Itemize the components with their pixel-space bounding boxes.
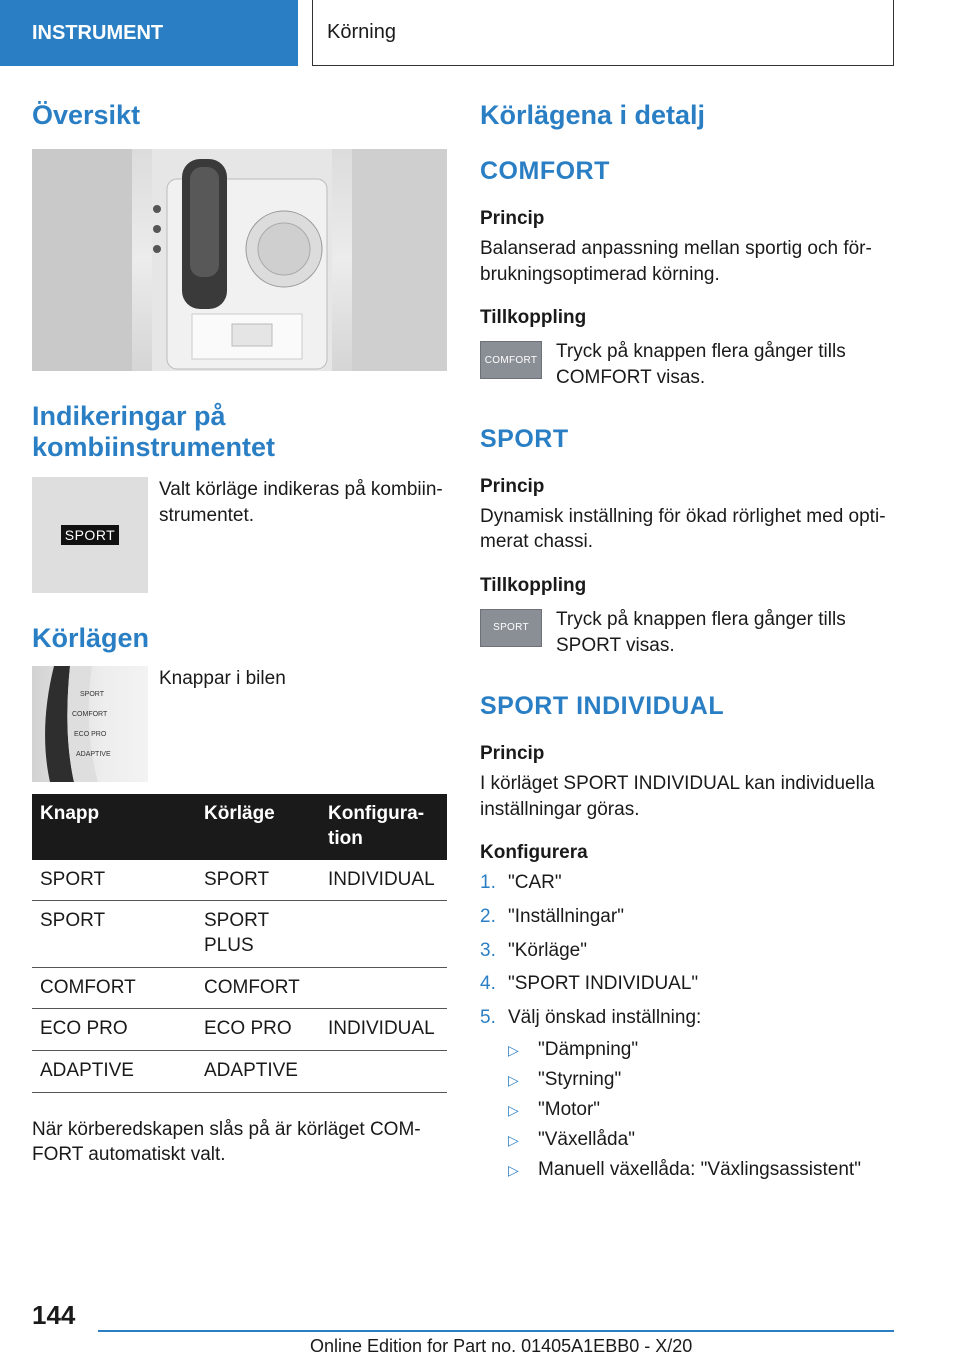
list-item: [480, 1129, 900, 1151]
table-cell: [320, 901, 447, 967]
list-item: [480, 938, 900, 964]
option-text: Manuell växellåda: "Växlingsassistent": [538, 1158, 861, 1180]
step-text: "SPORT INDIVIDUAL": [508, 973, 699, 995]
left-column: [32, 100, 447, 1168]
gear-console-image: [32, 149, 447, 371]
step-text: "CAR": [508, 872, 562, 894]
option-text: "Styrning": [538, 1068, 622, 1090]
table-row: [32, 1009, 447, 1051]
step-number: 5.: [480, 1007, 496, 1029]
section-label: INSTRUMENT: [32, 21, 164, 44]
triangle-bullet-icon: ▷: [508, 1101, 519, 1118]
modes-title: Körlägen: [32, 623, 150, 654]
table-cell: ECO PRO: [196, 1009, 320, 1051]
list-item: [480, 870, 900, 896]
individual-principle-text: I körläget SPORT INDIVIDUAL kan individuella inställningar göras.: [480, 773, 875, 820]
comfort-activation-label: Tillkoppling: [480, 307, 587, 329]
modes-table: [32, 794, 447, 1093]
triangle-bullet-icon: ▷: [508, 1161, 519, 1178]
option-text: "Motor": [538, 1098, 601, 1120]
table-cell: SPORT: [32, 860, 196, 901]
table-row: [32, 967, 447, 1009]
sport-button-image: [480, 609, 542, 647]
comfort-principle-text: Balanserad anpassning mellan sportig och förbrukningsoptimerad körning.: [480, 238, 872, 285]
comfort-button-label: COMFORT: [484, 354, 538, 366]
individual-heading: SPORT INDIVIDUAL: [480, 692, 725, 721]
mode-buttons-image: [32, 666, 148, 782]
configure-steps: [480, 870, 900, 1030]
triangle-bullet-icon: ▷: [508, 1041, 519, 1058]
list-item: [480, 1099, 900, 1121]
knob-label-comfort: COMFORT: [72, 711, 108, 719]
table-cell: COMFORT: [32, 967, 196, 1009]
indicator-text: Valt körläge indikeras på kombiinstrumentet.: [159, 479, 443, 526]
table-cell: INDIVIDUAL: [320, 1009, 447, 1051]
section-tab: [0, 0, 298, 66]
comfort-principle-label: Princip: [480, 208, 545, 230]
sport-activation-label: Tillkoppling: [480, 574, 587, 596]
comfort-heading: COMFORT: [480, 157, 610, 186]
individual-principle-label: Princip: [480, 743, 545, 765]
list-item: [480, 1039, 900, 1061]
list-item: [480, 904, 900, 930]
chapter-label: Körning: [327, 21, 396, 43]
overview-title: Översikt: [32, 100, 141, 130]
modes-text: Knappar i bilen: [159, 668, 286, 690]
table-cell: SPORT: [32, 901, 196, 967]
chapter-header: [312, 0, 894, 66]
triangle-bullet-icon: ▷: [508, 1071, 519, 1088]
knob-label-adaptive: ADAPTIVE: [76, 751, 111, 759]
table-cell: COMFORT: [196, 967, 320, 1009]
table-cell: INDIVIDUAL: [320, 860, 447, 901]
triangle-bullet-icon: ▷: [508, 1131, 519, 1148]
list-item: [480, 1005, 900, 1031]
table-row: [32, 901, 447, 967]
right-column: [480, 100, 900, 1189]
table-cell: ADAPTIVE: [32, 1051, 196, 1093]
option-text: "Dämpning": [538, 1038, 639, 1060]
gear-console-illustration: [32, 149, 447, 371]
table-header-mode: Körläge: [196, 794, 320, 859]
table-cell: [320, 1051, 447, 1093]
sport-button-label: SPORT: [493, 622, 529, 634]
footer-divider: [98, 1330, 894, 1332]
sport-activation-text: Tryck på knappen flera gånger tills SPORT visas.: [556, 608, 846, 656]
table-cell: SPORT PLUS: [196, 901, 320, 967]
sport-indicator-badge: SPORT: [61, 525, 119, 545]
step-text: "Körläge": [508, 939, 587, 961]
table-row: [32, 1051, 447, 1093]
sport-heading: SPORT: [480, 424, 569, 453]
list-item: [480, 971, 900, 997]
table-cell: ECO PRO: [32, 1009, 196, 1051]
edition-text: Online Edition for Part no. 01405A1EBB0 - X/20: [310, 1336, 693, 1356]
sport-principle-label: Princip: [480, 475, 545, 497]
step-number: 2.: [480, 906, 496, 928]
detail-title: Körlägena i detalj: [480, 100, 706, 130]
list-item: [480, 1069, 900, 1091]
sport-principle-text: Dynamisk inställning för ökad rörlighet med optimerat chassi.: [480, 505, 886, 553]
step-text: "Inställningar": [508, 906, 624, 928]
default-mode-note: När körberedskapen slås på är körläget COMFORT automatiskt valt.: [32, 1118, 421, 1166]
sport-indicator-image: [32, 477, 148, 593]
comfort-button-image: [480, 341, 542, 379]
step-text: Välj önskad inställning:: [508, 1007, 702, 1029]
list-item: [480, 1159, 900, 1181]
page-number: 144: [32, 1300, 76, 1330]
step-number: 1.: [480, 872, 496, 894]
table-cell: [320, 967, 447, 1009]
option-text: "Växellåda": [538, 1128, 635, 1150]
mode-buttons-illustration: [32, 666, 148, 782]
comfort-activation-text: Tryck på knappen flera gånger tills COMFORT visas.: [556, 341, 846, 388]
table-header-button: Knapp: [32, 794, 196, 859]
configure-label: Konfigurera: [480, 842, 588, 864]
knob-label-sport: SPORT: [80, 691, 104, 699]
setting-options: [480, 1039, 900, 1181]
knob-label-eco-pro: ECO PRO: [74, 731, 107, 739]
table-cell: ADAPTIVE: [196, 1051, 320, 1093]
step-number: 3.: [480, 939, 496, 961]
table-header-config: Konfiguration: [320, 794, 447, 859]
step-number: 4.: [480, 973, 496, 995]
table-cell: SPORT: [196, 860, 320, 901]
indicator-title: Indikeringar på kombiinstrumentet: [32, 401, 276, 463]
table-row: [32, 860, 447, 901]
